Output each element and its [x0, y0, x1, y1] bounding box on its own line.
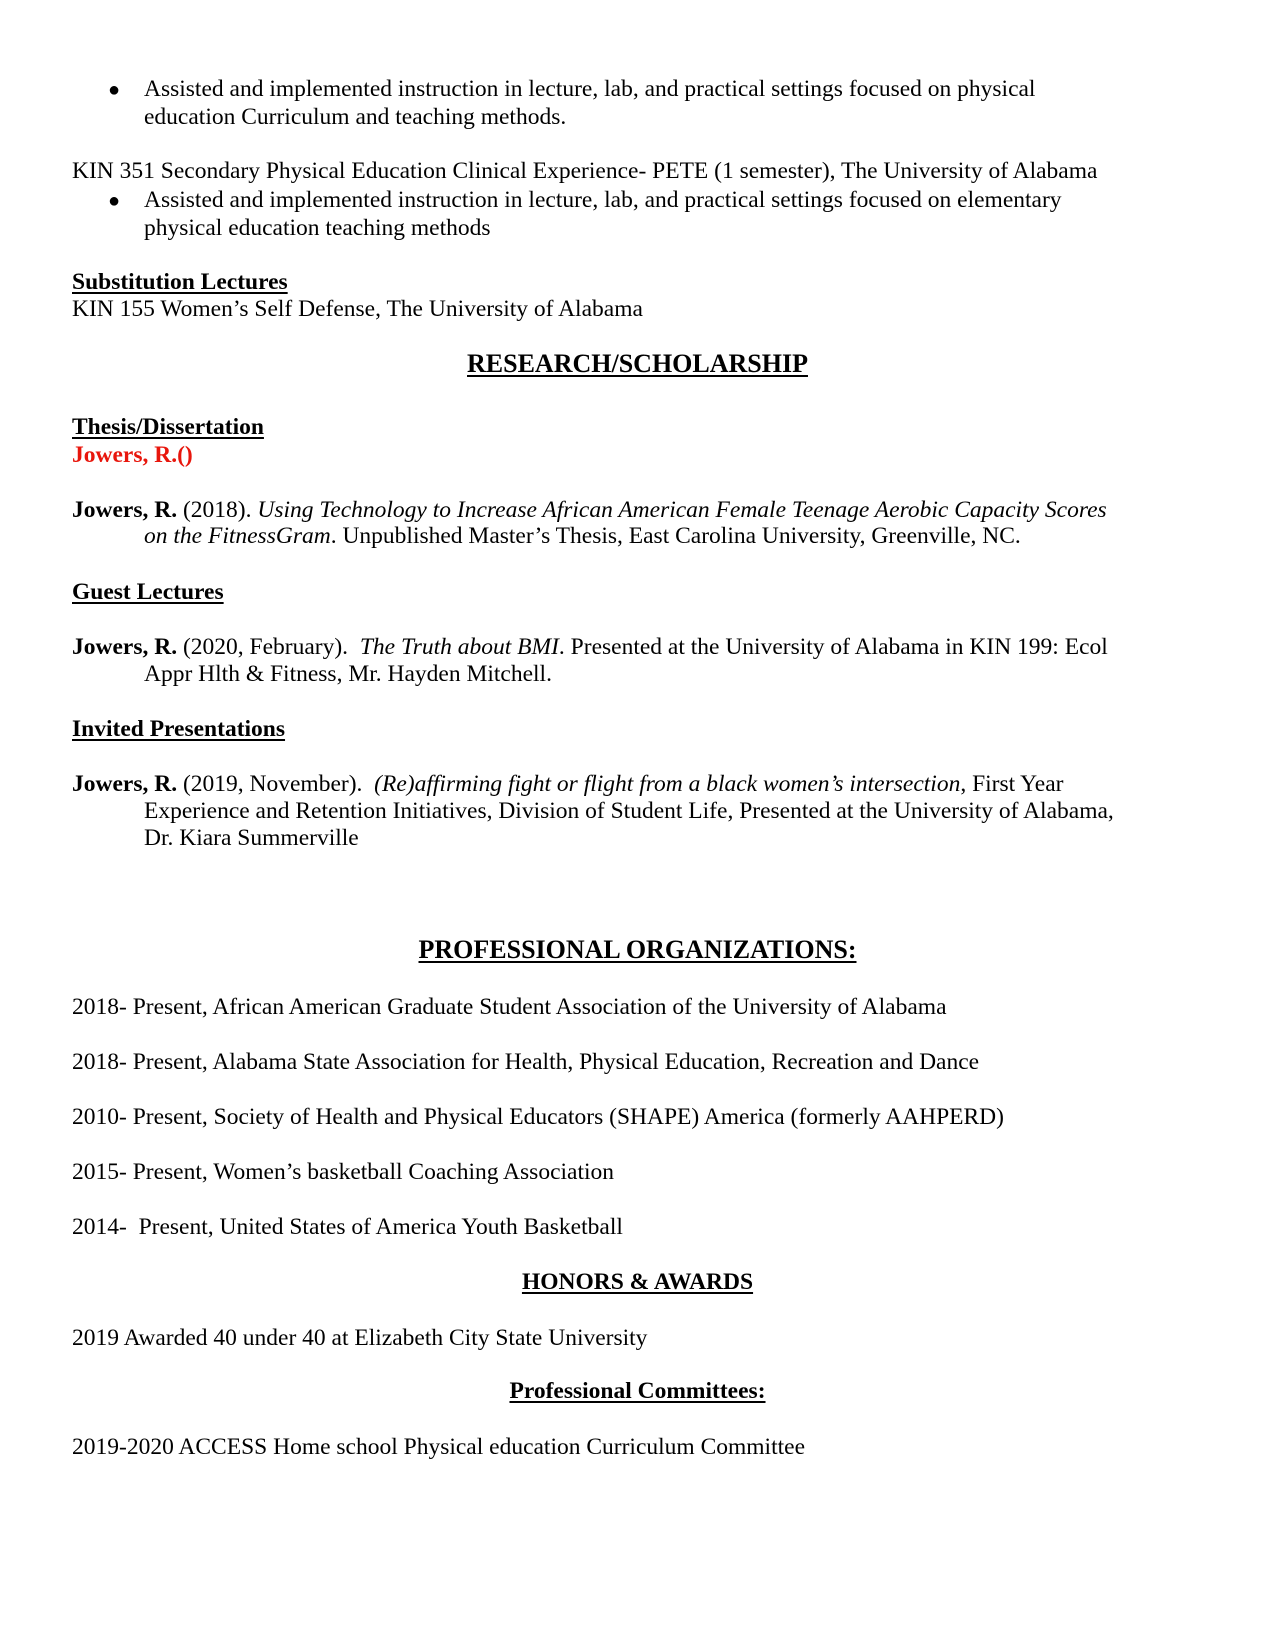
honors-item: 2019 Awarded 40 under 40 at Elizabeth City State University: [72, 1325, 648, 1351]
invited-citation-line3: Dr. Kiara Summerville: [144, 825, 359, 851]
committees-item: 2019-2020 ACCESS Home school Physical education Curriculum Committee: [72, 1434, 806, 1460]
bullet-icon: ●: [108, 190, 121, 212]
guest-citation-line1: [72, 633, 1108, 661]
substitution-item: KIN 155 Women’s Self Defense, The University of Alabama: [72, 296, 643, 322]
invited-presentations-heading: Invited Presentations: [72, 716, 286, 742]
guest-lectures-heading: Guest Lectures: [72, 579, 224, 605]
invited-title: (Re)affirming fight or flight from a black women’s intersection: [374, 771, 961, 797]
organization-item: 2015- Present, Women’s basketball Coaching Association: [72, 1159, 615, 1185]
organization-item: 2014- Present, United States of America Youth Basketball: [72, 1214, 623, 1240]
teaching-item2-line2: physical education teaching methods: [144, 215, 491, 241]
guest-date: (2020, February).: [177, 634, 360, 660]
thesis-title-line1: Using Technology to Increase African American Female Teenage Aerobic Capacity Scores: [257, 497, 1107, 523]
invited-rest-line1: , First Year: [960, 771, 1064, 797]
substitution-heading: Substitution Lectures: [72, 269, 288, 295]
thesis-citation-line2: [144, 522, 1021, 550]
thesis-citation-line1: [72, 496, 1107, 524]
honors-heading: HONORS & AWARDS: [521, 1269, 754, 1295]
guest-author: Jowers, R.: [72, 634, 178, 660]
organizations-heading: PROFESSIONAL ORGANIZATIONS:: [418, 935, 857, 964]
thesis-heading: Thesis/Dissertation: [72, 414, 264, 440]
teaching-item1-line1: Assisted and implemented instruction in lecture, lab, and practical settings focused on physical: [144, 76, 1036, 102]
teaching-item1-line2: education Curriculum and teaching methods.: [144, 104, 567, 130]
thesis-author: Jowers, R.: [72, 497, 178, 523]
invited-citation-line2: Experience and Retention Initiatives, Division of Student Life, Presented at the University of Alabama,: [144, 798, 1114, 824]
guest-title: The Truth about BMI: [359, 634, 559, 660]
organization-item: 2018- Present, African American Graduate Student Association of the University of Alabama: [72, 994, 947, 1020]
invited-date: (2019, November).: [177, 771, 375, 797]
guest-rest-line1: . Presented at the University of Alabama in KIN 199: Ecol: [558, 634, 1108, 660]
organization-item: 2018- Present, Alabama State Association for Health, Physical Education, Recreation and Dance: [72, 1049, 980, 1075]
organization-item: 2010- Present, Society of Health and Physical Educators (SHAPE) America (formerly AAHPERD): [72, 1104, 1004, 1130]
committees-heading: Professional Committees:: [509, 1378, 766, 1404]
invited-author: Jowers, R.: [72, 771, 178, 797]
teaching-item2-line1: Assisted and implemented instruction in lecture, lab, and practical settings focused on elementary: [144, 187, 1062, 213]
thesis-year: (2018).: [177, 497, 258, 523]
research-heading: RESEARCH/SCHOLARSHIP: [467, 349, 808, 378]
invited-citation-line1: [72, 770, 1064, 798]
guest-citation-line2: Appr Hlth & Fitness, Mr. Hayden Mitchell.: [144, 661, 552, 687]
teaching-item2-course: KIN 351 Secondary Physical Education Clinical Experience- PETE (1 semester), The University of Alabama: [72, 158, 1098, 184]
bullet-icon: ●: [108, 79, 121, 101]
thesis-rest: . Unpublished Master’s Thesis, East Carolina University, Greenville, NC.: [330, 523, 1021, 549]
thesis-pending: Jowers, R.(): [72, 442, 193, 468]
thesis-title-line2: on the FitnessGram: [144, 523, 331, 549]
